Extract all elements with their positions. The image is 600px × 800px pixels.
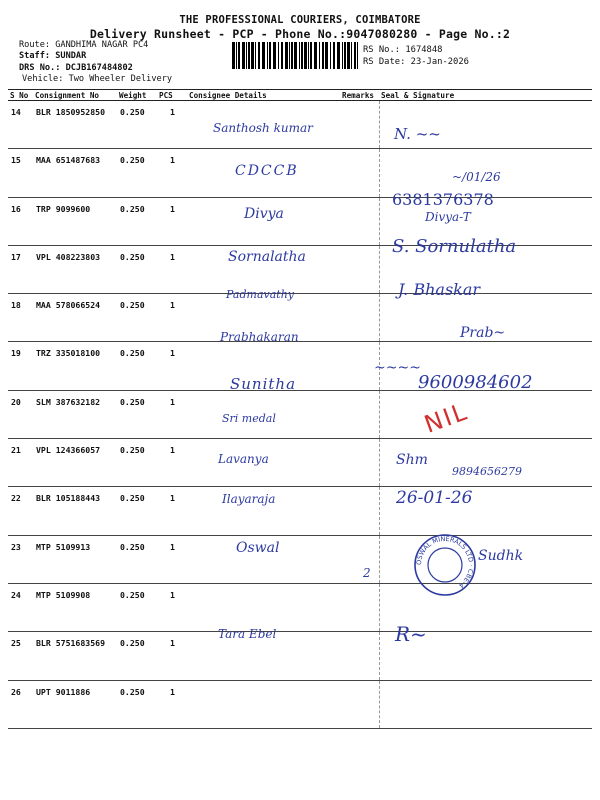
pcs-cell: 1: [157, 149, 187, 197]
company-stamp: [413, 533, 477, 597]
handwritten-signature-15: ~/01/26: [452, 170, 501, 184]
handwritten-signature-16: Divya-T: [425, 210, 471, 224]
weight-cell: 0.250: [117, 535, 157, 583]
signature-cell: [379, 680, 592, 728]
vehicle-label: Vehicle: Two Wheeler Delivery: [22, 74, 173, 84]
staff-label: Staff: SUNDAR: [19, 51, 87, 61]
consignment-cell: VPL 408223803: [33, 245, 117, 293]
drs-number: DRS No.: DCJB167484802: [19, 63, 133, 73]
table-row: [8, 390, 592, 438]
weight-cell: 0.250: [117, 149, 157, 197]
handwritten-phone-16: 6381376378: [392, 190, 494, 209]
handwritten-signature-18: J. Bhaskar: [398, 280, 481, 299]
handwritten-name-24: Oswal: [236, 540, 280, 556]
consignment-cell: VPL 124366057: [33, 439, 117, 487]
consignment-cell: SLM 387632182: [33, 390, 117, 438]
table-row: [8, 487, 592, 535]
remarks-cell: [340, 439, 379, 487]
handwritten-date-23: 26-01-26: [396, 488, 473, 508]
sno-cell: 16: [8, 197, 33, 245]
rs-date: RS Date: 23-Jan-2026: [363, 57, 469, 67]
remarks-cell: [340, 245, 379, 293]
handwritten-name-23: Ilayaraja: [222, 492, 276, 506]
handwritten-name-15: CDCCB: [235, 163, 299, 179]
sno-cell: 15: [8, 149, 33, 197]
weight-cell: 0.250: [117, 245, 157, 293]
remarks-cell: [340, 294, 379, 342]
remarks-cell: [340, 149, 379, 197]
sno-cell: 18: [8, 294, 33, 342]
stamp-text: OSWAL MINERALS LTD · CBE-4: [414, 534, 476, 590]
handwritten-name-17: Sornalatha: [228, 249, 306, 265]
handwritten-name-19: Prabhakaran: [220, 330, 299, 344]
handwritten-name-26: Tara Ebel: [218, 627, 277, 641]
pcs-cell: 1: [157, 101, 187, 149]
signature-cell: [379, 390, 592, 438]
remarks-cell: [340, 197, 379, 245]
sno-cell: 23: [8, 535, 33, 583]
handwritten-name-21: Sri medal: [222, 412, 276, 425]
col-header-sno: S No: [8, 90, 33, 101]
sno-cell: 17: [8, 245, 33, 293]
consignment-cell: BLR 105188443: [33, 487, 117, 535]
handwritten-name-22: Lavanya: [218, 452, 269, 466]
remarks-cell: [340, 632, 379, 680]
table-row: [8, 439, 592, 487]
weight-cell: 0.250: [117, 197, 157, 245]
consignment-cell: MAA 651487683: [33, 149, 117, 197]
sno-cell: 25: [8, 632, 33, 680]
table-row: [8, 583, 592, 631]
rs-number: RS No.: 1674848: [363, 45, 443, 55]
runsheet-subtitle: Delivery Runsheet - PCP - Phone No.:9047080280 - Page No.:2: [89, 27, 511, 41]
pcs-cell: 1: [157, 390, 187, 438]
remarks-cell: [340, 390, 379, 438]
nil-mark: NIL: [420, 397, 472, 439]
pcs-cell: 1: [157, 535, 187, 583]
sno-cell: 14: [8, 101, 33, 149]
handwritten-signature-24: Sudhk: [478, 548, 524, 564]
handwritten-signature-19: Prab~: [460, 325, 506, 341]
handwritten-phone-22: 9894656279: [452, 465, 522, 478]
sno-cell: 19: [8, 342, 33, 390]
weight-cell: 0.250: [117, 101, 157, 149]
col-header-signature: Seal & Signature: [379, 90, 592, 101]
weight-cell: 0.250: [117, 487, 157, 535]
consignment-cell: BLR 1850952850: [33, 101, 117, 149]
handwritten-signature-17: S. Sornulatha: [392, 236, 517, 257]
route-label: Route: GANDHIMA NAGAR PC4: [19, 40, 149, 50]
weight-cell: 0.250: [117, 439, 157, 487]
remarks-cell: [340, 535, 379, 583]
table-row: [8, 680, 592, 728]
col-header-remarks: Remarks: [340, 90, 379, 101]
barcode: [232, 42, 358, 69]
sno-cell: 22: [8, 487, 33, 535]
table-header-row: [8, 90, 592, 101]
pcs-cell: 1: [157, 632, 187, 680]
remarks-cell: [340, 101, 379, 149]
weight-cell: 0.250: [117, 632, 157, 680]
consignment-cell: BLR 5751683569: [33, 632, 117, 680]
pcs-cell: 1: [157, 245, 187, 293]
remarks-cell: [340, 583, 379, 631]
remarks-cell: [340, 487, 379, 535]
weight-cell: 0.250: [117, 294, 157, 342]
pcs-cell: 1: [157, 439, 187, 487]
sno-cell: 24: [8, 583, 33, 631]
pcs-cell: 1: [157, 342, 187, 390]
handwritten-signature-14: N. ~~: [394, 125, 441, 143]
weight-cell: 0.250: [117, 390, 157, 438]
pcs-cell: 1: [157, 487, 187, 535]
handwritten-name-14: Santhosh kumar: [213, 121, 313, 135]
col-header-pcs: PCS: [157, 90, 187, 101]
consignee-cell: [187, 583, 340, 631]
weight-cell: 0.250: [117, 583, 157, 631]
col-header-weight: Weight: [117, 90, 157, 101]
table-row: [8, 149, 592, 197]
consignment-cell: TRZ 335018100: [33, 342, 117, 390]
handwritten-name-20: Sunitha: [230, 375, 297, 393]
sno-cell: 26: [8, 680, 33, 728]
handwritten-remark-25: 2: [363, 566, 371, 580]
handwritten-name-18: Padmavathy: [226, 288, 294, 301]
pcs-cell: 1: [157, 583, 187, 631]
handwritten-signature-22: Shm: [396, 452, 428, 468]
runsheet-table: [8, 89, 592, 729]
col-header-consignment: Consignment No: [33, 90, 117, 101]
pcs-cell: 1: [157, 680, 187, 728]
sno-cell: 20: [8, 390, 33, 438]
weight-cell: 0.250: [117, 342, 157, 390]
remarks-cell: [340, 680, 379, 728]
consignment-cell: MTP 5109913: [33, 535, 117, 583]
handwritten-signature-26: R~: [395, 622, 427, 646]
col-header-consignee: Consignee Details: [187, 90, 340, 101]
consignment-cell: MAA 578066524: [33, 294, 117, 342]
weight-cell: 0.250: [117, 680, 157, 728]
consignment-cell: TRP 9099600: [33, 197, 117, 245]
pcs-cell: 1: [157, 197, 187, 245]
consignment-cell: UPT 9011886: [33, 680, 117, 728]
handwritten-phone-20: 9600984602: [418, 372, 533, 393]
pcs-cell: 1: [157, 294, 187, 342]
table-row: [8, 632, 592, 680]
runsheet-title: THE PROFESSIONAL COURIERS, COIMBATORE: [179, 14, 421, 26]
consignment-cell: MTP 5109908: [33, 583, 117, 631]
handwritten-name-16: Divya: [244, 206, 284, 222]
sno-cell: 21: [8, 439, 33, 487]
handwritten-signature-20: ~~~~: [374, 360, 421, 376]
consignee-cell: [187, 680, 340, 728]
